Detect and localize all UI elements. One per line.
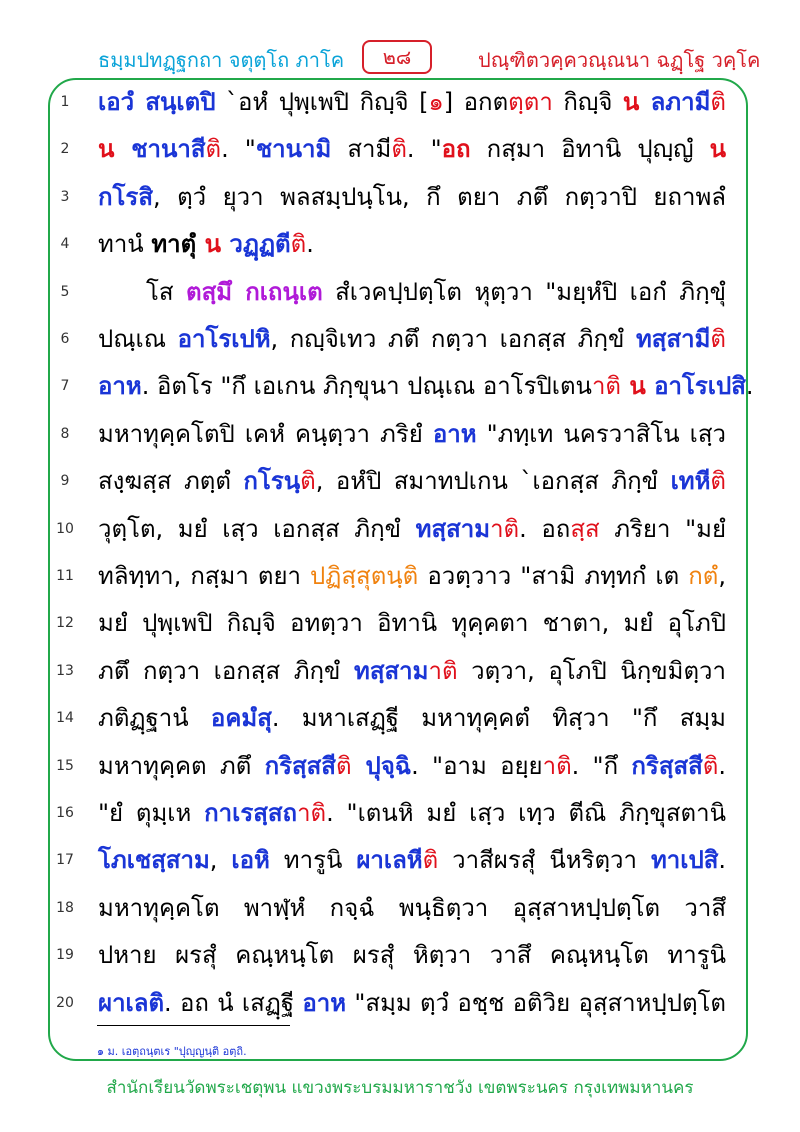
text-segment: าติ [428,656,458,685]
line-number: 19 [56,947,74,964]
text-line [0,554,800,598]
line-text [98,412,726,456]
line-text [98,364,754,408]
text-segment: อคมํสุ [210,704,272,733]
text-segment: กริสฺสสี [264,751,336,780]
footnote-divider [97,1025,290,1026]
line-number: 15 [56,757,74,774]
text-segment: , [718,562,726,590]
text-segment: เอวํ สนฺเตปิ [98,88,216,116]
text-segment: "ยํ ตุมฺเห [98,799,205,827]
text-line [0,649,800,693]
text-segment: าติ [591,372,622,401]
text-segment: อาห [302,988,347,1017]
text-segment: มหาทุคฺคโต พาฬฺหํ กจฺฉํ พนฺธิตฺวา อุสฺสาหปฺปตฺโต วาสึ [98,893,726,922]
line-number: 2 [60,141,70,158]
line-text [98,933,726,977]
text-segment: ภริยา "มยํ [599,514,726,543]
text-segment: ] อกต [443,88,509,116]
text-segment: . "เตนหิ มยํ เสฺว เทฺว ตีณิ ภิกฺขุสตานิ [326,799,726,827]
text-segment: วฏฺฏตี [221,230,291,259]
text-line [0,507,800,551]
text-segment: าติ [490,514,520,543]
text-segment: ๑ [428,88,444,116]
text-segment: ติ [710,88,726,116]
text-segment: าติ [297,799,327,827]
text-segment: กโรนฺ [243,467,301,496]
text-line [0,601,800,645]
text-segment: ทาเปสิ [650,846,719,875]
text-segment: ติ [702,751,719,780]
text-segment: โส [146,277,186,306]
line-number: 3 [60,188,70,205]
line-text [98,838,726,882]
text-segment: "ภทฺเท นครวาสิโน เสฺว [476,419,727,448]
text-segment: อาห [98,372,142,401]
line-text [98,886,726,930]
text-segment: . มหาเสฏฺฐี มหาทุคฺคตํ ทิสฺวา "กึ สมฺม [271,704,726,733]
text-segment: สฺส [570,514,600,543]
line-text [98,507,726,551]
text-segment: กตํ [688,562,719,590]
text-segment: อาโรเปสิ [645,372,746,401]
text-segment: วาสีผรสุํ นีหริตฺวา [438,846,651,875]
line-text [98,317,726,361]
text-segment: `อหํ ปุพฺเพปิ กิญฺจิ [ [215,88,429,116]
text-segment: . อถ นํ เสฏฺฐี [164,988,303,1017]
line-text [98,554,726,598]
text-segment: . " [221,135,256,164]
text-segment: . อิตโร "กึ เอเกน ภิกฺขุนา ปณฺเณ อาโรปิเตน [141,372,592,401]
text-segment: ตฺตา [508,88,553,116]
line-number: 4 [60,236,70,253]
text-segment: ชานาสี [114,135,206,164]
line-number: 17 [56,852,74,869]
text-line [0,791,800,835]
text-line [0,981,800,1025]
text-segment: . อถ [519,514,571,543]
text-segment: ตสฺมึ กเถนฺเต [185,277,323,306]
line-text [98,175,726,219]
line-text [98,459,726,503]
text-segment: น [622,88,640,116]
text-segment: . [718,751,726,780]
text-segment: ติ [290,230,307,259]
line-text [98,222,726,266]
text-line [0,696,800,740]
text-segment: ทานํ [98,230,152,259]
text-segment: เอหิ [231,846,270,875]
text-segment: ติ [205,135,222,164]
text-line [0,459,800,503]
line-text [98,791,726,835]
line-number: 10 [56,520,74,537]
text-segment: , กญฺจิเทว ภตึ กตฺวา เอกสฺส ภิกฺขํ [270,325,636,353]
text-segment: ติ [391,135,407,164]
text-line [0,317,800,361]
page-footer: สำนักเรียนวัดพระเชตุพน แขวงพระบรมมหาราชวัง เขตพระนคร กรุงเทพมหานคร [106,1078,694,1098]
text-segment: กสฺมา อิทานิ ปุญฺญํ [470,135,710,164]
line-number: 14 [56,710,74,727]
line-number: 18 [56,899,74,916]
text-segment: กโรสิ [98,182,153,211]
line-text [98,696,726,740]
line-text [98,80,726,124]
text-segment: อาโรเปหิ [177,325,271,353]
text-segment: อวตฺวาว "สามิ ภทฺทกํ เต [418,562,689,590]
text-segment: ชานามิ [255,135,332,164]
text-segment: ทารูนิ [269,846,357,875]
text-segment: ปฏิสฺสุตนฺติ [310,562,419,590]
line-number: 13 [56,662,74,679]
line-number: 6 [60,331,70,347]
text-segment: อถ [441,135,471,164]
text-line [0,933,800,977]
page-number-badge: ๒๘ [362,40,432,74]
text-segment: าติ [542,751,572,780]
text-segment: ทสฺสาม [354,656,429,685]
line-number: 12 [56,615,74,632]
text-line [0,412,800,456]
text-segment: . " [406,135,442,164]
text-line [0,744,800,788]
text-segment: ภตึ กตฺวา เอกสฺส ภิกฺขํ [98,656,355,685]
text-line [0,270,800,314]
line-number: 20 [56,994,74,1011]
text-segment: . "อาม อยฺย [411,751,543,780]
text-segment: . "กึ [571,751,632,780]
text-segment: เทหี [670,467,711,496]
line-number: 8 [60,425,70,442]
text-segment: ติ [335,751,352,780]
text-segment: สํเวคปฺปตฺโต หุตฺวา "มยฺหํปิ เอกํ ภิกฺขุํ [322,277,727,306]
text-line [0,127,800,171]
text-segment: , อหํปิ สมาทปเกน `เอกสฺส ภิกฺขํ [315,467,671,496]
text-segment: มยํ ปุพฺเพปิ กิญฺจิ อทตฺวา อิทานิ ทุคฺคตา ชาตา, มยํ อุโภปิ [98,609,726,638]
line-number: 7 [60,378,70,395]
text-segment: ติ [710,325,726,353]
text-segment: ทสฺสามี [635,325,711,353]
text-line [0,886,800,930]
text-segment: วตฺวา, อุโภปิ นิกฺขมิตฺวา [457,656,727,685]
text-segment: ติ [300,467,316,496]
text-line [0,222,800,266]
text-segment: "สมฺม ตฺวํ อชฺช อติวิย อุสฺสาหปฺปตฺโต [346,988,727,1017]
text-segment: ปุจฺฉิ [351,751,412,780]
line-text [98,981,726,1025]
text-segment: ติ [422,846,439,875]
text-segment: ปณฺเณ [98,325,178,353]
text-segment: ผาเลติ [98,988,165,1017]
line-text [98,649,726,693]
line-number: 11 [56,568,74,584]
text-segment: . [745,372,754,401]
text-segment: ทสฺสาม [415,514,491,543]
line-text [98,127,726,171]
text-segment: น [196,230,221,259]
text-segment: , [209,846,232,875]
text-segment: น [709,135,726,164]
text-segment: น [621,372,646,401]
text-line [0,838,800,882]
text-segment: สามี [331,135,392,164]
text-segment: . [718,846,726,875]
text-segment: อาห [432,419,477,448]
text-segment: ทลิทฺทา, กสฺมา ตยา [98,562,311,590]
text-segment: กิญฺจิ [552,88,623,116]
text-line [0,364,800,408]
line-number: 9 [60,473,70,490]
page-header [0,40,800,80]
line-number: 5 [60,283,70,300]
text-segment: สงฺฆสฺส ภตฺตํ [98,467,244,496]
text-segment: กริสฺสสี [631,751,703,780]
text-segment: มหาทุคฺคโตปิ เคหํ คนฺตฺวา ภริยํ [98,419,433,448]
line-number: 16 [56,805,74,821]
text-line [0,80,800,124]
text-segment: กาเรสฺสถ [204,799,298,827]
section-title: ปณฺฑิตวคฺควณฺณนา ฉฏฺโฐ วคฺโค [478,48,761,72]
line-number: 1 [60,94,70,110]
footnote: ๑ ม. เอตฺถนฺตเร "ปุญฺญนฺติ อตฺถิ. [97,1045,247,1058]
line-text [146,270,726,314]
text-segment: ผาเลหี [356,846,423,875]
book-title: ธมฺมปทฏฺฐกถา จตุตฺโถ ภาโค [98,48,345,72]
line-text [98,744,726,788]
text-segment: โภเชสฺสาม [98,846,210,875]
text-segment: วุตฺโต, มยํ เสฺว เอกสฺส ภิกฺขํ [98,514,416,543]
text-segment: . [306,230,314,259]
text-line [0,175,800,219]
text-segment: น [98,135,115,164]
text-segment: มหาทุคฺคต ภตึ [98,751,265,780]
text-segment: ทาตุํ [151,230,197,259]
line-text [98,601,726,645]
text-segment: ติ [710,467,726,496]
text-segment: ภติฏฺฐานํ [98,704,211,733]
text-segment: ปหาย ผรสุํ คณฺหนฺโต ผรสุํ หิตฺวา วาสึ คณฺหนฺโต ทารูนิ [98,941,726,970]
text-segment: , ตฺวํ ยุวา พลสมฺปนฺโน, กึ ตยา ภตึ กตฺวาปิ ยถาพลํ [152,182,726,211]
text-segment: ลภามี [639,88,711,116]
